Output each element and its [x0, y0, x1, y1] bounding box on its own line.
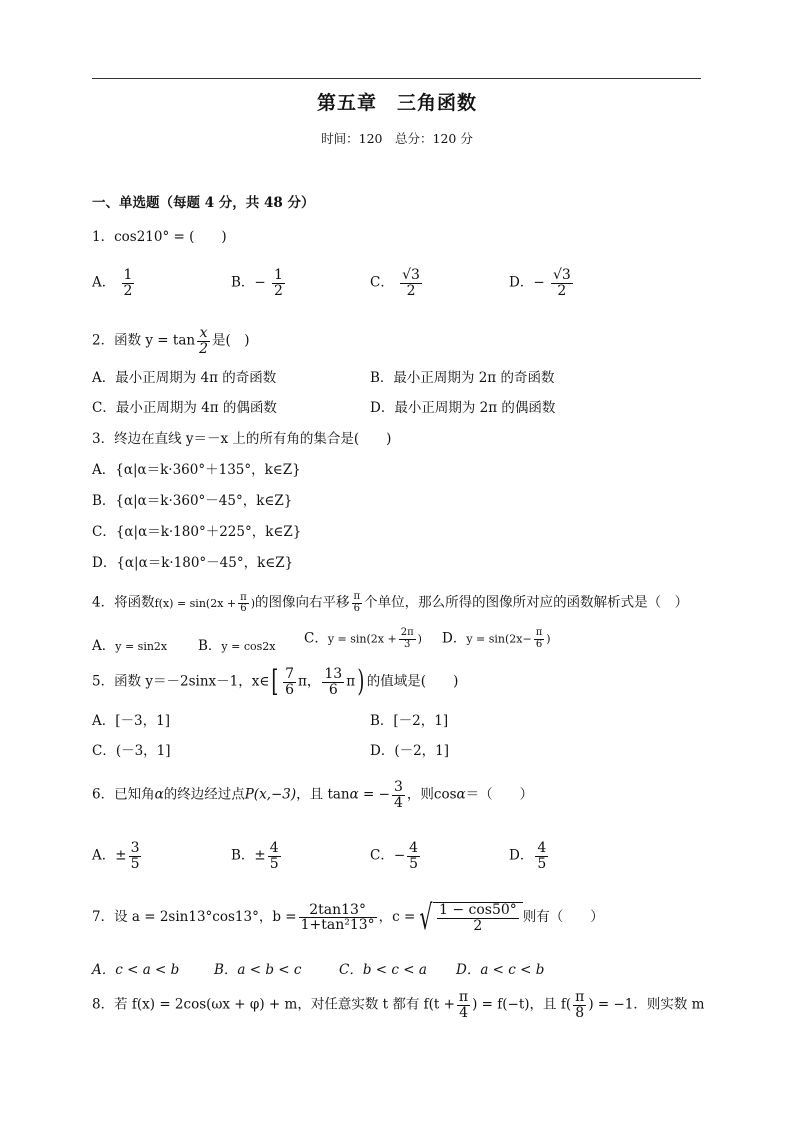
question-5-stem: 5．函数 y＝－2sinx－1，x∈[ $\frac{7}{6}$ π， $\frac{13}{6}$ π) 的值域是( ) — [92, 664, 459, 700]
q5-option-d[interactable]: D．(－2，1] — [370, 743, 450, 759]
q1-d-label: D．− — [509, 274, 545, 291]
q1-b-label: B．− — [231, 274, 266, 291]
q6-option-c[interactable]: C．− $\frac{4}{5}$ — [370, 840, 419, 872]
q7-option-b[interactable]: B．a < b < c — [214, 962, 302, 978]
q7-option-d[interactable]: D．a < c < b — [456, 962, 545, 978]
q7-option-c[interactable]: C．b < c < a — [339, 962, 427, 978]
q1-c-label: C． — [370, 274, 394, 291]
question-2-stem: 2．函数 y = tan $\frac{x}{2}$ 是( ) — [92, 325, 250, 357]
q6-option-b[interactable]: B．± $\frac{4}{5}$ — [231, 840, 279, 872]
page-title: 第五章 三角函数 — [316, 92, 477, 114]
q2-fraction: $\frac{x}{2}$ — [199, 325, 208, 357]
q4-option-b[interactable]: B．y = cos2x — [198, 638, 276, 654]
q2-option-b[interactable]: B．最小正周期为 2π 的奇函数 — [370, 370, 555, 386]
q2-option-d[interactable]: D．最小正周期为 2π 的偶函数 — [370, 400, 556, 416]
q4-option-c[interactable]: C．y = sin(2x + $\frac{2\pi}{3}$ ) — [304, 627, 422, 650]
q4-option-d[interactable]: D．y = sin(2x− $\frac{\pi}{6}$ ) — [442, 627, 551, 650]
q4-function: f(x) = sin(2x + $\frac{\pi}{6}$ ) — [154, 591, 255, 614]
q1-option-b[interactable] — [231, 268, 287, 298]
question-1-stem: 1．cos210° = ( ) — [92, 229, 227, 245]
section-heading: 一、单选题（每题 4 分，共 48 分） — [92, 195, 315, 211]
q1-b-fraction: $\frac{1}{2}$ — [274, 267, 283, 299]
question-8-stem: 8．若 f(x) = 2cos(ωx + φ) + m，对任意实数 t 都有 f(t + $\frac{\pi}{4}$ ) = f(−t)，且 f( $\frac{\pi}{8}$ ) = −1．则实数 m — [92, 989, 705, 1021]
q5-option-a[interactable]: A．[－3，1] — [92, 713, 170, 729]
q2-option-c[interactable]: C．最小正周期为 4π 的偶函数 — [92, 400, 277, 416]
q6-option-d[interactable]: D． $\frac{4}{5}$ — [509, 840, 547, 872]
q1-option-c[interactable] — [370, 268, 424, 298]
q5-option-c[interactable]: C．(－3，1] — [92, 743, 171, 759]
q4-shift-fraction: $\frac{\pi}{6}$ — [353, 591, 361, 614]
question-7-stem: 7．设 a = 2sin13°cos13°，b = $\frac{2\tan 13^\circ}{\text{1+tan²13°}}$ ，c = √ $\frac{1 - \cos 50^\circ}{2}$ 则有（ ） — [92, 897, 604, 938]
q3-option-c[interactable]: C．{α|α＝k·180°＋225°，k∈Z} — [92, 524, 302, 540]
q7-option-a[interactable]: A．c < a < b — [92, 962, 180, 978]
q1-d-fraction: $\frac{√3}{2}$ — [552, 267, 571, 299]
q1-option-d[interactable] — [509, 268, 575, 298]
q5-option-b[interactable]: B．[－2，1] — [370, 713, 449, 729]
q3-option-a[interactable]: A．{α|α＝k·360°＋135°，k∈Z} — [92, 462, 301, 478]
q1-a-label: A． — [92, 274, 116, 291]
question-3-stem: 3．终边在直线 y＝－x 上的所有角的集合是( ) — [92, 431, 392, 447]
exam-meta: 时间：120 总分：120 分 — [321, 131, 473, 146]
question-4-stem: 4．将函数f(x) = sin(2x + $\frac{\pi}{6}$ )的图像向右平移 $\frac{\pi}{6}$ 个单位，那么所得的图像所对应的函数解析式是（ ） — [92, 591, 689, 614]
q1-a-fraction: $\frac{1}{2}$ — [123, 267, 133, 299]
question-6-stem: 6．已知角α的终边经过点P(x,−3)，且 tanα = − $\frac{3}{4}$ ，则cosα＝（ ） — [92, 779, 534, 811]
q3-option-b[interactable]: B．{α|α＝k·360°－45°，k∈Z} — [92, 493, 293, 509]
q2-option-a[interactable]: A．最小正周期为 4π 的奇函数 — [92, 370, 277, 386]
q4-option-a[interactable]: A．y = sin2x — [92, 638, 168, 654]
top-rule — [92, 78, 701, 79]
q3-option-d[interactable]: D．{α|α＝k·180°－45°，k∈Z} — [92, 555, 294, 571]
q6-option-a[interactable]: A．± $\frac{3}{5}$ — [92, 840, 140, 872]
q1-c-fraction: $\frac{√3}{2}$ — [402, 267, 420, 299]
q1-option-a[interactable] — [92, 268, 136, 298]
